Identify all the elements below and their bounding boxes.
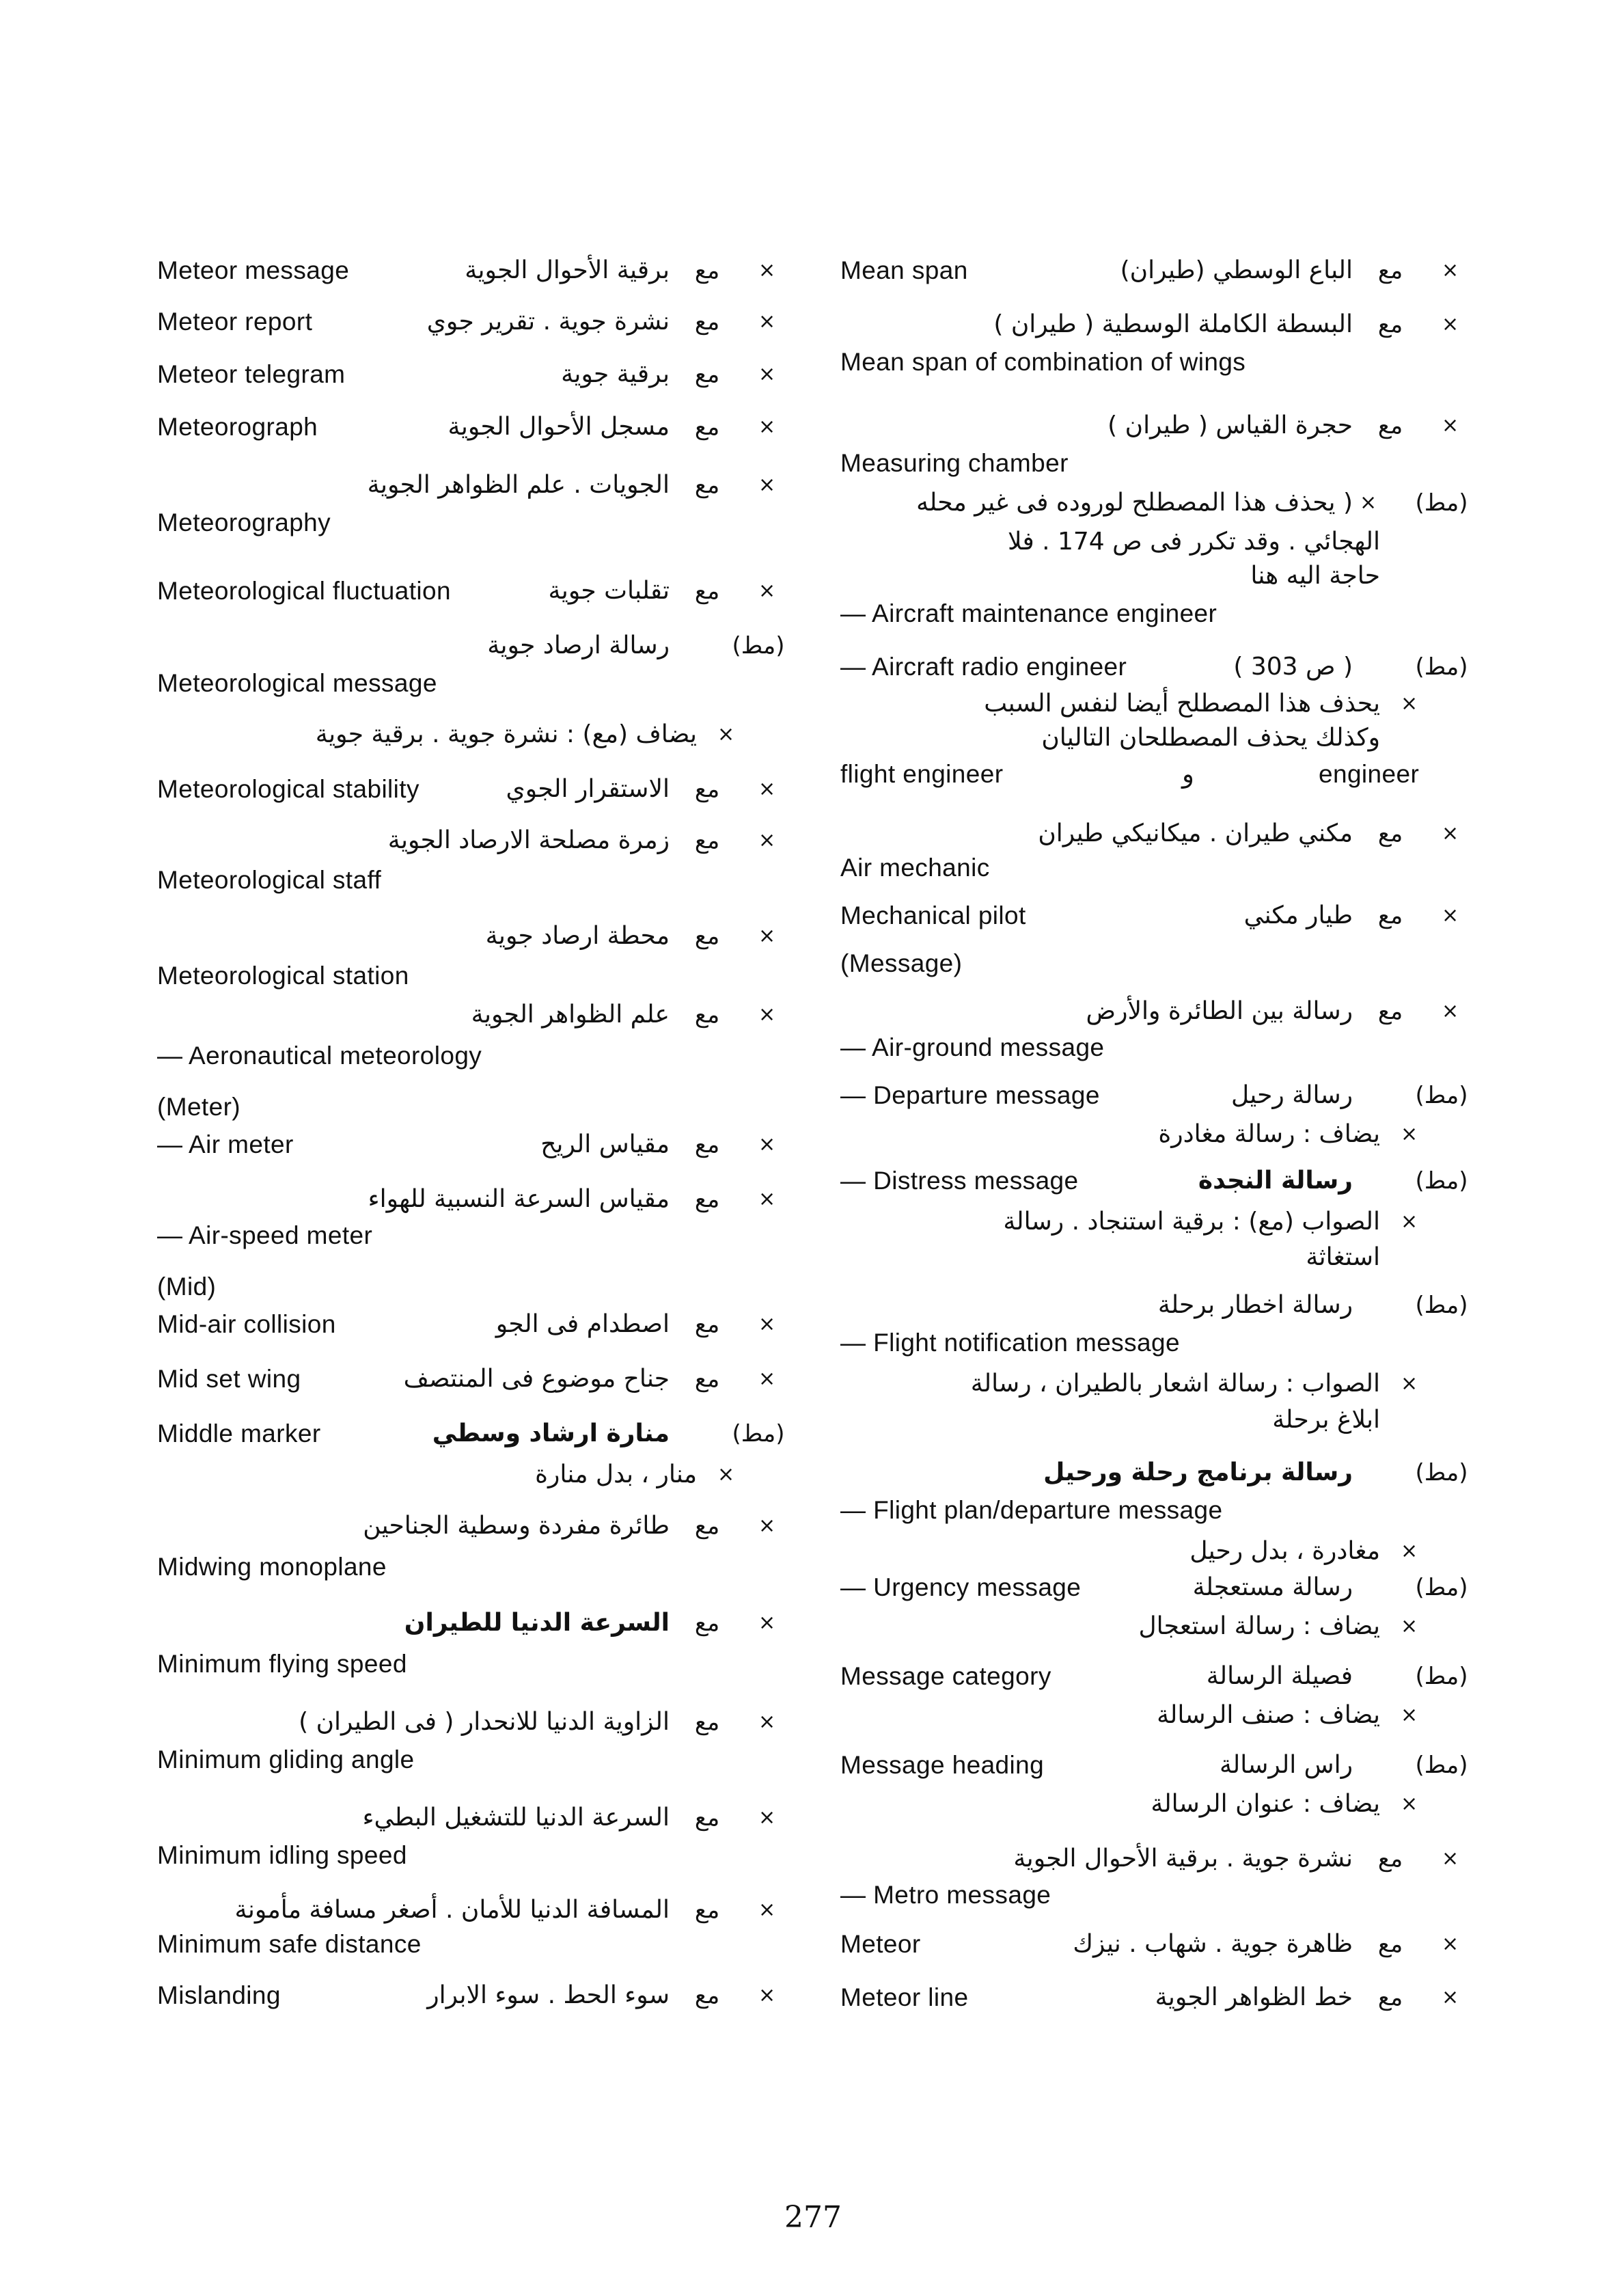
entry-line — [157, 571, 840, 612]
english-term: — Flight notification message — [840, 1329, 1180, 1357]
status-marker: (مط) — [1415, 1292, 1468, 1319]
arabic-term: الباع الوسطي (طيران) — [1120, 256, 1353, 284]
entry-line — [157, 663, 840, 704]
english-term: Message heading — [840, 1751, 1045, 1779]
arabic-term: الصواب : رسالة اشعار بالطيران ، رسالة — [970, 1370, 1380, 1398]
cross-mark-icon: × — [1442, 1985, 1459, 2009]
english-term: — Aircraft maintenance engineer — [840, 599, 1217, 627]
cross-mark-icon: × — [758, 1003, 776, 1027]
entry-line — [157, 301, 840, 342]
cross-mark-icon: × — [1442, 413, 1459, 437]
cross-mark-icon: × — [758, 1132, 776, 1156]
cross-mark-icon: × — [717, 722, 735, 746]
arabic-term: رسالة اخطار برحلة — [1157, 1291, 1353, 1319]
status-marker: مع — [694, 1311, 720, 1338]
entry-line — [157, 1179, 840, 1220]
cross-mark-icon: × — [758, 1367, 776, 1391]
status-marker: مع — [694, 1709, 720, 1736]
entry-line — [157, 1413, 840, 1454]
cross-mark-icon: × — [1401, 1122, 1418, 1146]
english-term: Mid set wing — [157, 1365, 301, 1393]
cross-mark-icon: × — [758, 415, 776, 439]
arabic-term: السرعة الدنيا للتشغيل البطيء — [362, 1804, 670, 1832]
arabic-term: ( يحذف هذا المصطلح لوروده فى غير محله — [916, 489, 1353, 517]
arabic-term: حاجة اليه هنا — [1250, 562, 1380, 590]
entry-line — [157, 354, 840, 395]
arabic-term: السرعة الدنيا للطيران — [404, 1609, 670, 1637]
english-term: — Aircraft radio engineer — [840, 653, 1127, 681]
entry-line — [157, 1644, 840, 1685]
english-term: Mean span — [840, 256, 968, 284]
status-marker: مع — [694, 1186, 720, 1213]
status-marker: (مط) — [1415, 489, 1468, 517]
cross-mark-icon: × — [758, 1187, 776, 1211]
entry-line — [840, 405, 1524, 446]
entry-line — [157, 1035, 840, 1076]
cross-mark-icon: × — [758, 828, 776, 852]
entry-line — [157, 955, 840, 996]
arabic-term: برقية الأحوال الجوية — [465, 256, 670, 284]
arabic-term: الجويات . علم الظواهر الجوية — [367, 471, 670, 499]
arabic-term: طيار مكني — [1243, 901, 1353, 929]
english-term: Measuring chamber — [840, 449, 1069, 477]
entry-line — [840, 1201, 1524, 1242]
arabic-term: يضاف : عنوان الرسالة — [1151, 1790, 1380, 1818]
arabic-term: اصطدام فى الجو — [495, 1310, 670, 1338]
entry-line — [840, 342, 1524, 383]
entry-line — [840, 1237, 1524, 1278]
status-marker: (مط) — [732, 1420, 785, 1447]
english-term: Meteorological message — [157, 669, 437, 697]
entry-line — [157, 1924, 840, 1965]
entry-line — [157, 1087, 840, 1128]
entry-line — [840, 482, 1524, 524]
english-term: (Meter) — [157, 1093, 241, 1121]
cross-mark-icon: × — [1442, 312, 1459, 336]
english-term: — Air-speed meter — [157, 1221, 373, 1249]
entry-line — [840, 1656, 1524, 1697]
arabic-term: حجرة القياس ( طيران ) — [1107, 411, 1353, 439]
english-term: — Aeronautical meteorology — [157, 1042, 482, 1070]
status-marker: مع — [694, 1896, 720, 1924]
arabic-term: رسالة بين الطائرة والأرض — [1086, 997, 1353, 1025]
arabic-term: ( ص 303 ) — [1233, 653, 1353, 681]
entry-line — [157, 1304, 840, 1345]
english-term: — Urgency message — [840, 1573, 1082, 1601]
arabic-term: منارة ارشاد وسطي — [432, 1419, 670, 1447]
arabic-term: رسالة رحيل — [1231, 1081, 1353, 1109]
english-term: Meteor message — [157, 256, 350, 284]
arabic-term: نشرة جوية . تقرير جوي — [426, 308, 670, 336]
status-marker: مع — [694, 1131, 720, 1158]
cross-mark-icon: × — [758, 1312, 776, 1336]
entry-line — [840, 1075, 1524, 1116]
arabic-term: رسالة ارصاد جوية — [487, 631, 670, 660]
status-marker: مع — [694, 1982, 720, 2009]
entry-line — [840, 1160, 1524, 1201]
status-marker: مع — [1377, 820, 1403, 847]
english-term: Air mechanic — [840, 854, 990, 882]
cross-mark-icon: × — [758, 579, 776, 603]
arabic-term: مقياس الريح — [540, 1130, 670, 1158]
cross-mark-icon: × — [1442, 258, 1459, 282]
english-term: flight engineer — [840, 760, 1004, 788]
arabic-term: البسطة الكاملة الوسطية ( طيران ) — [993, 310, 1353, 338]
entry-line — [840, 847, 1524, 888]
arabic-term: رسالة برنامج رحلة ورحيل — [1043, 1458, 1353, 1486]
entry-line — [840, 304, 1524, 345]
entry-line — [840, 1322, 1524, 1363]
entry-line — [157, 502, 840, 543]
arabic-term: خط الظواهر الجوية — [1155, 1983, 1353, 2011]
entry-line — [840, 1567, 1524, 1608]
status-marker: مع — [694, 1512, 720, 1540]
status-marker: مع — [694, 577, 720, 605]
entry-line — [157, 1454, 840, 1495]
entry-line — [157, 625, 840, 666]
cross-mark-icon: × — [1401, 1614, 1418, 1638]
status-marker: (مط) — [1415, 653, 1468, 681]
english-term: Mid-air collision — [157, 1310, 336, 1338]
english-term: Mechanical pilot — [840, 901, 1026, 929]
status-marker: (مط) — [1415, 1663, 1468, 1690]
arabic-term: يضاف : صنف الرسالة — [1157, 1701, 1380, 1729]
entry-line — [157, 820, 840, 861]
arabic-term: مقياس السرعة النسبية للهواء — [368, 1185, 670, 1213]
arabic-term: الصواب (مع) : برقية استنجاد . رسالة — [1003, 1208, 1380, 1236]
english-term: — Air meter — [157, 1130, 294, 1158]
arabic-term: تقلبات جوية — [548, 577, 670, 605]
entry-line — [840, 593, 1524, 634]
arabic-term: يحذف هذا المصطلح أيضا لنفس السبب — [984, 690, 1380, 718]
entry-line — [157, 769, 840, 810]
english-term: Minimum safe distance — [157, 1930, 422, 1958]
status-marker: مع — [694, 257, 720, 284]
english-term: — Flight plan/departure message — [840, 1496, 1223, 1524]
entry-line — [840, 1531, 1524, 1572]
arabic-term: محطة ارصاد جوية — [485, 922, 670, 950]
english-term: Mislanding — [157, 1981, 281, 2009]
status-marker: مع — [694, 827, 720, 854]
entry-line — [157, 1506, 840, 1547]
arabic-term: منار ، بدل منارة — [535, 1460, 697, 1488]
entry-line — [840, 647, 1524, 688]
arabic-term: ابلاغ برحلة — [1272, 1406, 1380, 1434]
cross-mark-icon: × — [758, 473, 776, 497]
arabic-term: علم الظواهر الجوية — [471, 1001, 670, 1029]
entry-line — [840, 1490, 1524, 1531]
english-term: Meteorography — [157, 508, 331, 536]
arabic-term: يضاف (مع) : نشرة جوية . برقية جوية — [315, 720, 697, 748]
entry-line — [157, 916, 840, 957]
arabic-term: الاستقرار الجوي — [506, 775, 670, 803]
arabic-term: مغادرة ، بدل رحيل — [1189, 1537, 1380, 1565]
entry-line — [840, 1784, 1524, 1825]
entry-line — [840, 895, 1524, 936]
entry-line — [840, 991, 1524, 1032]
arabic-term: الزاوية الدنيا للانحدار ( فى الطيران ) — [299, 1708, 670, 1736]
english-term: (Mid) — [157, 1273, 217, 1301]
status-marker: (مط) — [1415, 1167, 1468, 1195]
cross-mark-icon: × — [1360, 491, 1377, 515]
entry-line — [840, 754, 1524, 795]
status-marker: مع — [1377, 1984, 1403, 2011]
cross-mark-icon: × — [1401, 1792, 1418, 1816]
cross-mark-icon: × — [1401, 1539, 1418, 1563]
entry-line — [840, 1452, 1524, 1493]
entry-line — [840, 1924, 1524, 1965]
entry-line — [840, 1977, 1524, 2018]
entry-line — [157, 1215, 840, 1256]
status-marker: (مط) — [1415, 1459, 1468, 1486]
cross-mark-icon: × — [717, 1463, 735, 1486]
entry-line — [840, 718, 1524, 759]
cross-mark-icon: × — [1442, 903, 1459, 927]
cross-mark-icon: × — [1442, 999, 1459, 1023]
entry-line — [157, 407, 840, 448]
arabic-term: رسالة النجدة — [1198, 1167, 1353, 1195]
entry-line — [157, 1975, 840, 2016]
english-term: Meteorograph — [157, 413, 318, 441]
entry-line — [840, 1363, 1524, 1404]
entry-line — [840, 250, 1524, 291]
entry-line — [840, 556, 1524, 597]
english-term: Meteorological station — [157, 962, 409, 990]
page-number: 277 — [784, 2200, 842, 2235]
english-term: Meteor report — [157, 308, 313, 336]
arabic-term: زمرة مصلحة الارصاد الجوية — [387, 826, 670, 854]
status-marker: مع — [694, 776, 720, 803]
english-term: Meteor line — [840, 1983, 969, 2011]
conjunction: و — [1182, 760, 1194, 788]
status-marker: مع — [694, 308, 720, 336]
entry-line — [840, 1027, 1524, 1068]
status-marker: (مط) — [1415, 1082, 1468, 1109]
status-marker: مع — [1377, 311, 1403, 338]
english-term: — Air-ground message — [840, 1033, 1105, 1061]
entry-line — [157, 465, 840, 506]
entry-line — [840, 443, 1524, 484]
cross-mark-icon: × — [758, 1983, 776, 2007]
status-marker: مع — [1377, 1931, 1403, 1958]
entry-line — [157, 1266, 840, 1307]
entry-line — [840, 1285, 1524, 1326]
status-marker: مع — [694, 361, 720, 388]
entry-line — [840, 1695, 1524, 1736]
english-term: Minimum idling speed — [157, 1841, 407, 1869]
entry-line — [157, 1739, 840, 1780]
status-marker: (مط) — [1415, 1574, 1468, 1601]
english-term: Message category — [840, 1662, 1051, 1690]
arabic-term: راس الرسالة — [1219, 1751, 1353, 1779]
entry-line — [157, 1702, 840, 1743]
status-marker: مع — [1377, 257, 1403, 284]
cross-mark-icon: × — [758, 1611, 776, 1635]
english-term: Middle marker — [157, 1419, 321, 1447]
status-marker: مع — [694, 1804, 720, 1832]
arabic-term: يضاف : رسالة مغادرة — [1158, 1120, 1380, 1148]
arabic-term: مسجل الأحوال الجوية — [448, 413, 670, 441]
status-marker: مع — [1377, 998, 1403, 1025]
status-marker: مع — [694, 413, 720, 441]
cross-mark-icon: × — [758, 1806, 776, 1830]
cross-mark-icon: × — [758, 362, 776, 386]
entry-line — [840, 943, 1524, 984]
entry-line — [840, 1875, 1524, 1916]
english-term: Meteorological fluctuation — [157, 577, 451, 605]
entry-line — [157, 1547, 840, 1588]
status-marker: مع — [694, 1001, 720, 1029]
status-marker: مع — [1377, 1845, 1403, 1873]
arabic-term: رسالة مستعجلة — [1192, 1573, 1353, 1601]
entry-line — [840, 1838, 1524, 1879]
status-marker: مع — [694, 923, 720, 950]
entry-line — [157, 250, 840, 291]
status-marker: مع — [694, 1609, 720, 1637]
english-term: Meteorological staff — [157, 866, 382, 894]
arabic-term: برقية جوية — [561, 360, 670, 388]
entry-line — [157, 1359, 840, 1400]
entry-line — [840, 1745, 1524, 1786]
cross-mark-icon: × — [1401, 1703, 1418, 1727]
arabic-term: جناح موضوع فى المنتصف — [403, 1365, 670, 1393]
left-column — [157, 0, 840, 2050]
arabic-term: طائرة مفردة وسطية الجناحين — [363, 1512, 670, 1540]
status-marker: (مط) — [1415, 1752, 1468, 1779]
status-marker: مع — [1377, 412, 1403, 439]
arabic-term: يضاف : رسالة استعجال — [1138, 1612, 1380, 1640]
cross-mark-icon: × — [1401, 1210, 1418, 1234]
arabic-term: الهجائي . وقد تكرر فى ص 174 . فلا — [1007, 528, 1380, 556]
english-term: Minimum gliding angle — [157, 1745, 415, 1773]
english-term: — Distress message — [840, 1167, 1079, 1195]
status-marker: مع — [694, 1365, 720, 1393]
entry-line — [157, 1835, 840, 1876]
cross-mark-icon: × — [1401, 692, 1418, 716]
entry-line — [157, 994, 840, 1035]
status-marker: مع — [1377, 902, 1403, 929]
entry-line — [157, 1603, 840, 1644]
entry-line — [157, 860, 840, 901]
cross-mark-icon: × — [758, 1710, 776, 1734]
arabic-term: نشرة جوية . برقية الأحوال الجوية — [1013, 1845, 1353, 1873]
entry-line — [157, 1124, 840, 1165]
english-term: Minimum flying speed — [157, 1650, 407, 1678]
english-term: — Departure message — [840, 1081, 1100, 1109]
cross-mark-icon: × — [1401, 1372, 1418, 1396]
english-term: Meteor telegram — [157, 360, 346, 388]
arabic-term: ظاهرة جوية . شهاب . نيزك — [1073, 1930, 1353, 1958]
cross-mark-icon: × — [1442, 1932, 1459, 1956]
arabic-term: مكني طيران . ميكانيكي طيران — [1038, 819, 1353, 847]
cross-mark-icon: × — [758, 258, 776, 282]
entry-line — [840, 1400, 1524, 1441]
entry-line — [840, 1606, 1524, 1647]
status-marker: مع — [694, 472, 720, 499]
english-term: (Message) — [840, 949, 963, 977]
arabic-term: استغاثة — [1306, 1243, 1380, 1271]
cross-mark-icon: × — [1442, 821, 1459, 845]
english-term: Mean span of combination of wings — [840, 348, 1246, 376]
entry-line — [157, 1797, 840, 1838]
status-marker: (مط) — [732, 632, 785, 660]
right-column — [840, 0, 1524, 2050]
cross-mark-icon: × — [1442, 1847, 1459, 1871]
english-term: Meteorological stability — [157, 775, 419, 803]
arabic-term: فصيلة الرسالة — [1206, 1662, 1353, 1690]
cross-mark-icon: × — [758, 1514, 776, 1538]
cross-mark-icon: × — [758, 777, 776, 801]
entry-line — [840, 1114, 1524, 1155]
english-term: engineer — [1319, 760, 1420, 788]
english-term: Meteor — [840, 1930, 921, 1958]
english-term: Midwing monoplane — [157, 1553, 387, 1581]
arabic-term: المسافة الدنيا للأمان . أصغر مسافة مأمونة — [234, 1896, 670, 1924]
cross-mark-icon: × — [758, 1898, 776, 1922]
english-term: — Metro message — [840, 1881, 1051, 1909]
cross-mark-icon: × — [758, 924, 776, 948]
arabic-term: سوء الحط . سوء الابرار — [427, 1981, 670, 2009]
cross-mark-icon: × — [758, 310, 776, 334]
entry-line — [157, 714, 840, 755]
arabic-term: وكذلك يحذف المصطلحان التاليان — [1041, 724, 1380, 752]
